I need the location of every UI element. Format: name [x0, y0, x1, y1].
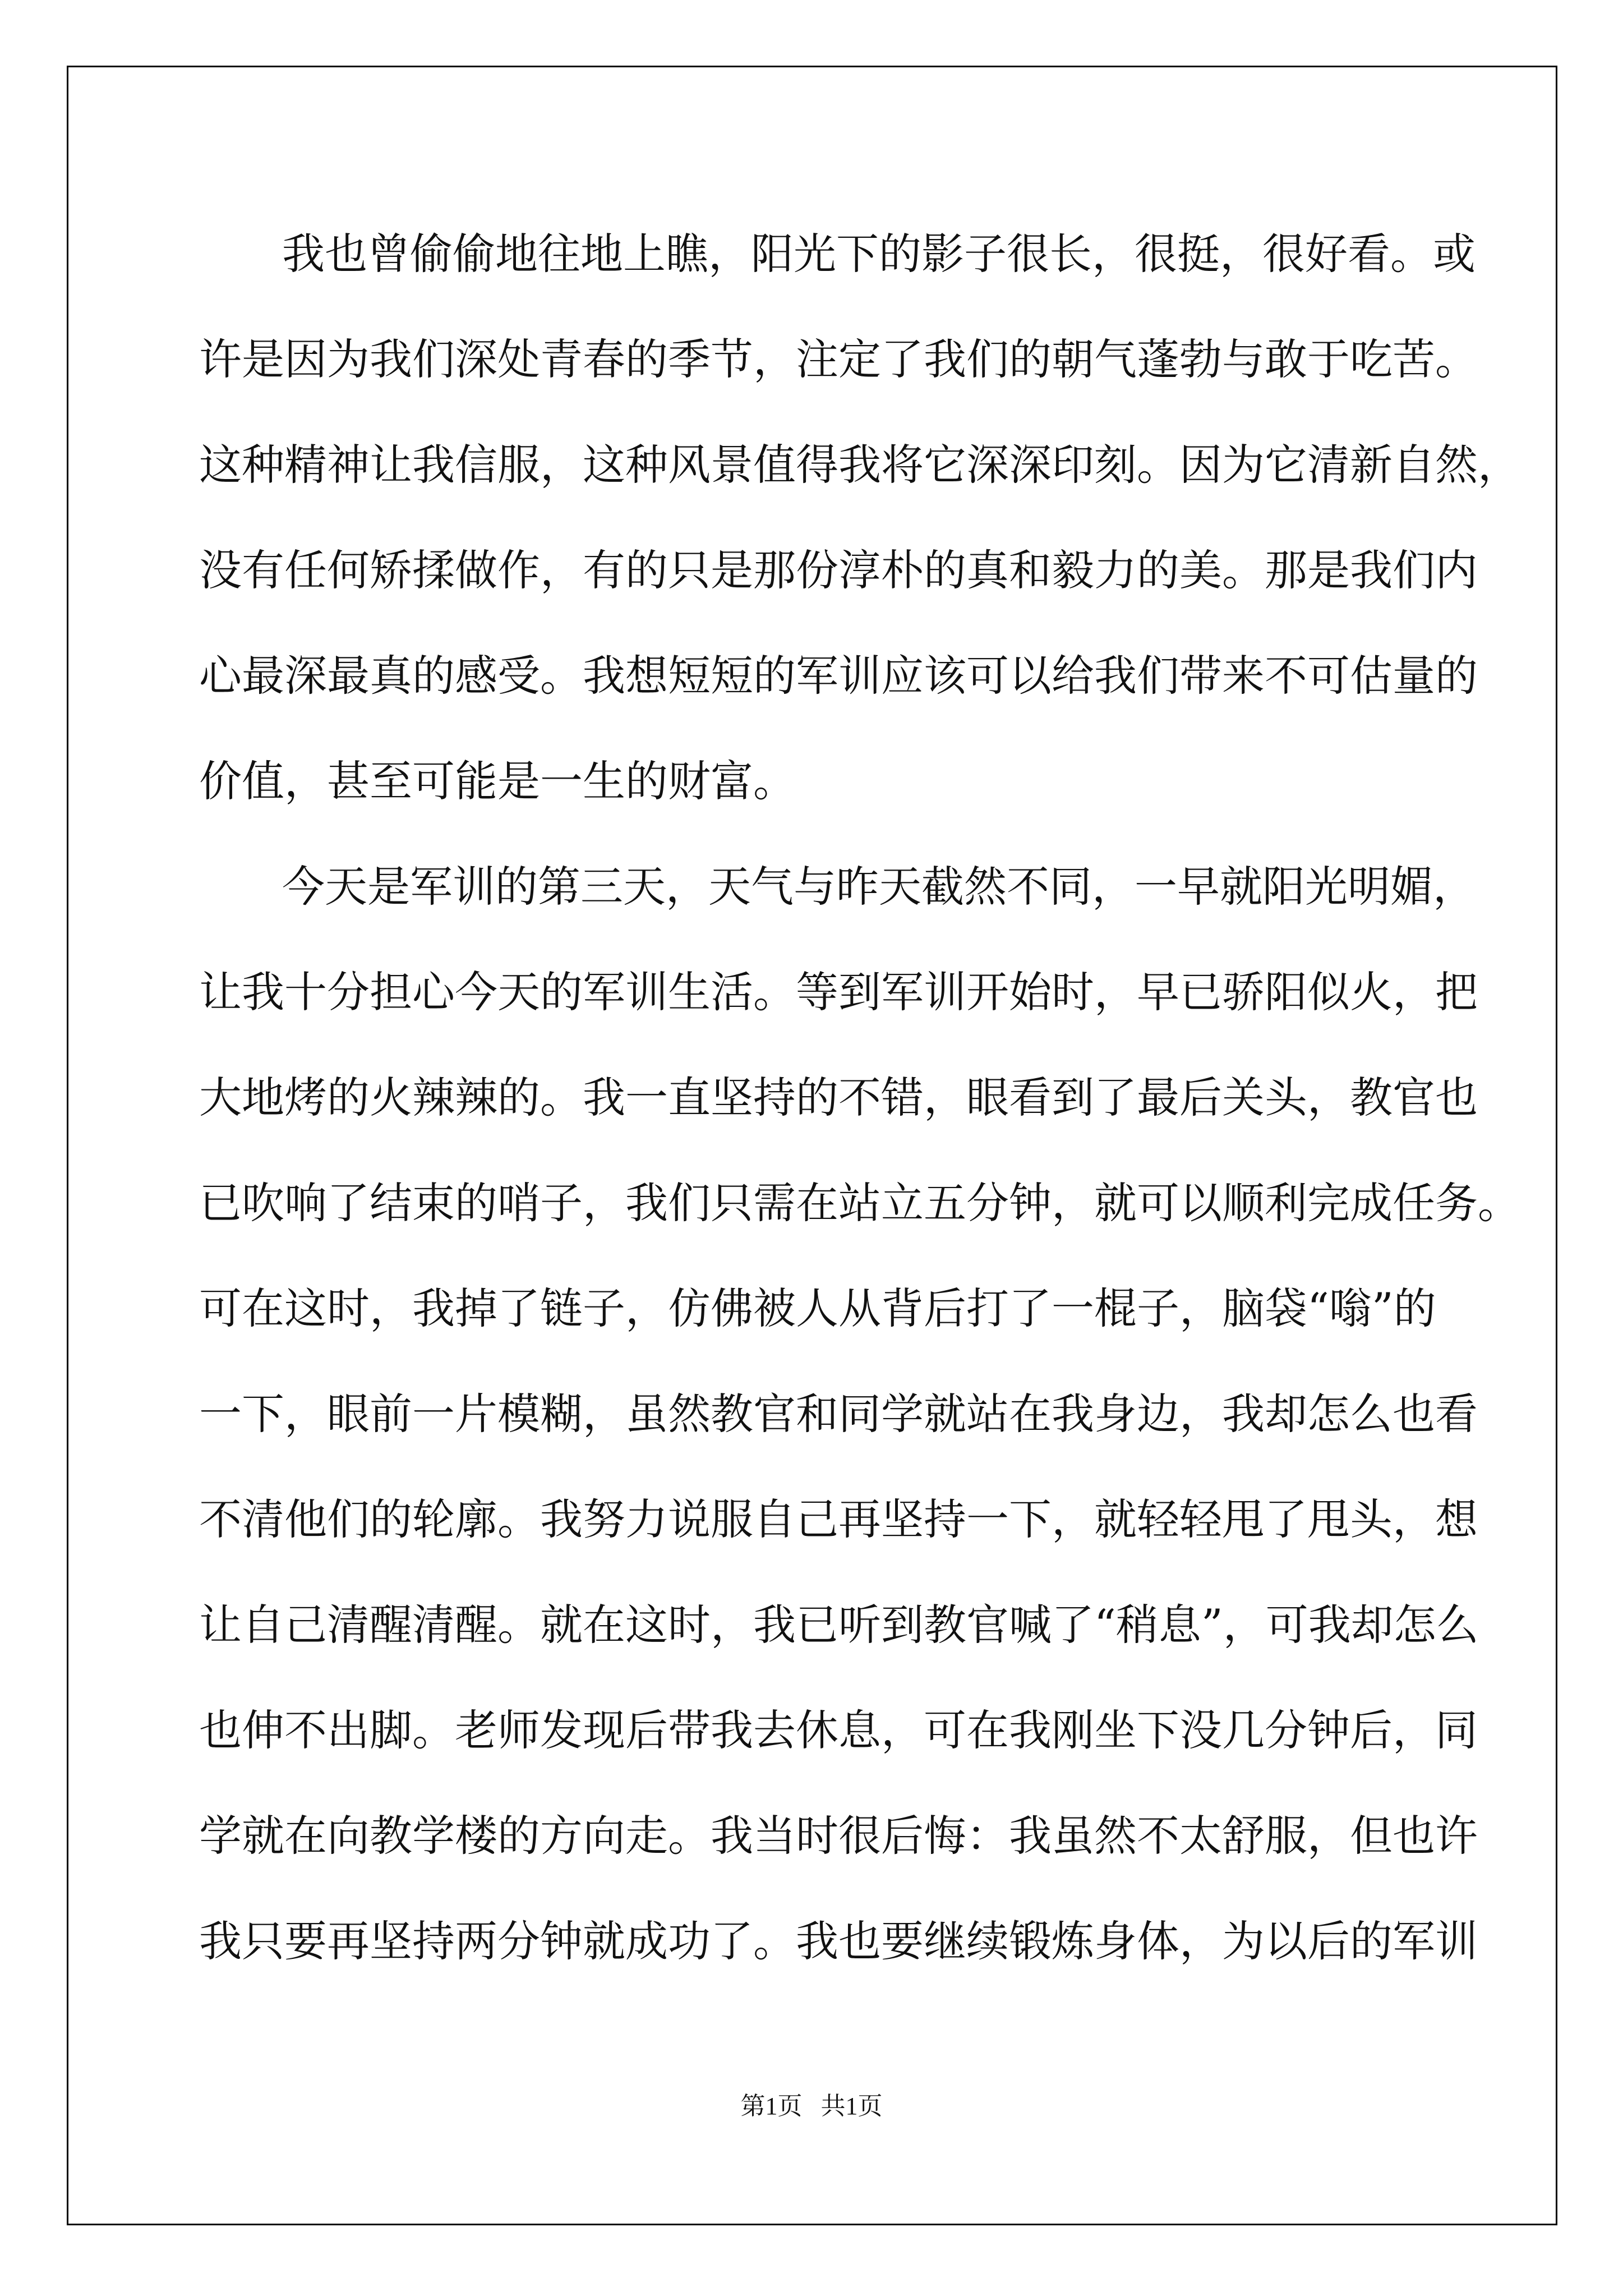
body-text-line: 我只要再坚持两分钟就成功了。我也要继续锻炼身体，为以后的军训	[199, 1916, 1478, 1966]
page-border	[67, 66, 1557, 2225]
page-number-footer: 第1页 共1页	[740, 2092, 883, 2120]
body-text-line: 今天是军训的第三天，天气与昨天截然不同，一早就阳光明媚，	[282, 862, 1476, 912]
body-text-line: 让自己清醒清醒。就在这时，我已听到教官喊了“稍息”，可我却怎么	[199, 1600, 1479, 1650]
body-text-line: 我也曾偷偷地往地上瞧，阳光下的影子很长，很挺，很好看。或	[282, 229, 1476, 279]
body-text-line: 可在这时，我掉了链子，仿佛被人从背后打了一棍子，脑袋“嗡”的	[199, 1283, 1436, 1333]
body-text-line: 没有任何矫揉做作，有的只是那份淳朴的真和毅力的美。那是我们内	[199, 545, 1478, 595]
body-text-line: 一下，眼前一片模糊，虽然教官和同学就站在我身边，我却怎么也看	[199, 1389, 1478, 1439]
body-text-line: 许是因为我们深处青春的季节，注定了我们的朝气蓬勃与敢于吃苦。	[199, 334, 1478, 384]
body-text-line: 学就在向教学楼的方向走。我当时很后悔：我虽然不太舒服，但也许	[199, 1811, 1478, 1861]
body-text-line: 也伸不出脚。老师发现后带我去休息，可在我刚坐下没几分钟后，同	[199, 1705, 1478, 1755]
body-text-line: 已吹响了结束的哨子，我们只需在站立五分钟，就可以顺利完成任务。	[199, 1178, 1520, 1228]
body-text-line: 让我十分担心今天的军训生活。等到军训开始时，早已骄阳似火，把	[199, 967, 1478, 1017]
body-text-line: 价值，甚至可能是一生的财富。	[199, 756, 796, 806]
body-text-line: 不清他们的轮廓。我努力说服自己再坚持一下，就轻轻甩了甩头，想	[199, 1494, 1478, 1544]
body-text-line: 这种精神让我信服，这种风景值得我将它深深印刻。因为它清新自然，	[199, 440, 1520, 490]
body-text-line: 心最深最真的感受。我想短短的军训应该可以给我们带来不可估量的	[199, 651, 1478, 701]
body-text-line: 大地烤的火辣辣的。我一直坚持的不错，眼看到了最后关头，教官也	[199, 1073, 1478, 1122]
